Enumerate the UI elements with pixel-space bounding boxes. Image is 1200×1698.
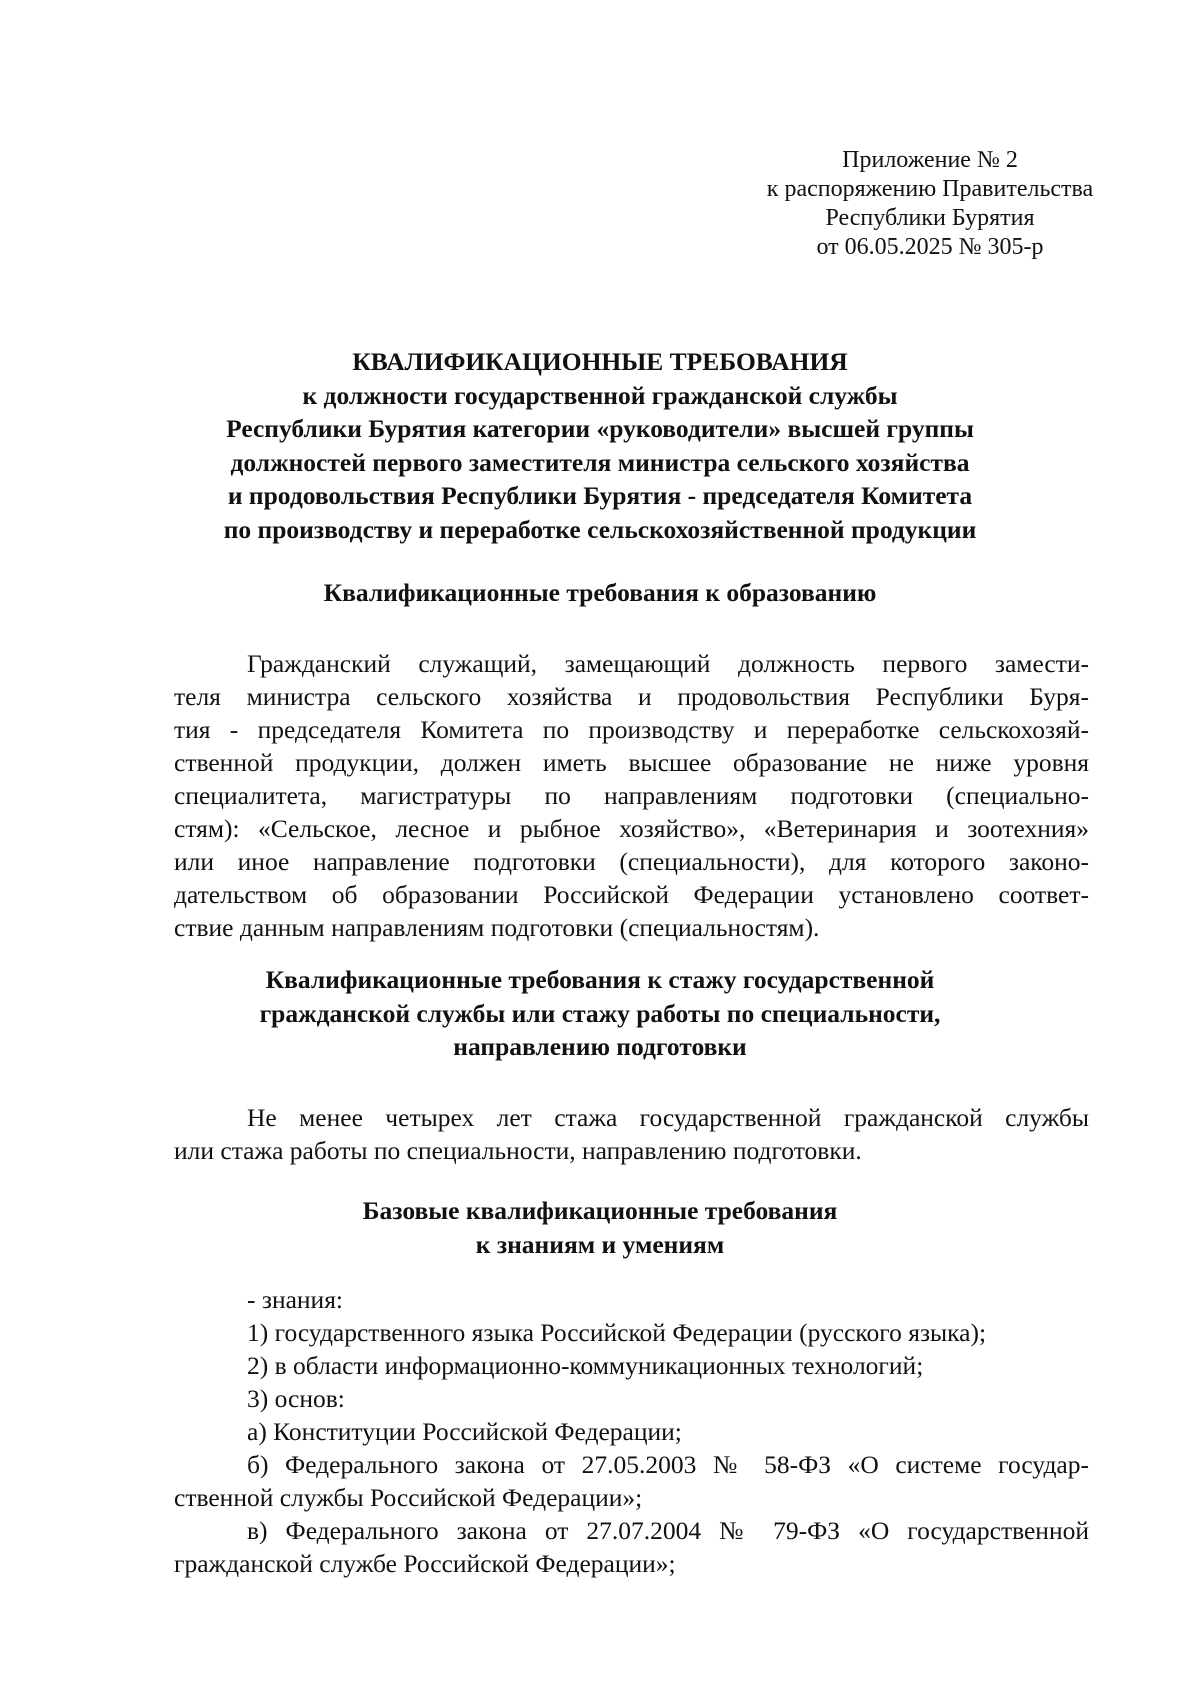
experience-heading-line: гражданской службы или стажу работы по специальности, — [259, 998, 941, 1028]
appendix-line: Приложение № 2 — [842, 147, 1018, 173]
knowledge-heading — [150, 1194, 1050, 1261]
paragraph-line: тия - председателя Комитета по производству и переработке сельскохозяй- — [174, 715, 1089, 744]
appendix-line: от 06.05.2025 № 305-р — [816, 234, 1044, 260]
list-item-continuation: гражданской службе Российской Федерации»; — [174, 1549, 676, 1578]
education-heading — [150, 576, 1050, 610]
paragraph-line: специалитета, магистратуры по направлениям подготовки (специально- — [174, 781, 1089, 810]
list-item: б) Федерального закона от 27.05.2003 № 58-ФЗ «О системе государ- — [247, 1450, 1089, 1479]
paragraph-line: или стажа работы по специальности, направлению подготовки. — [174, 1136, 862, 1165]
paragraph-line: дательством об образовании Российской Федерации установлено соответ- — [174, 880, 1089, 909]
education-paragraph — [174, 647, 1089, 944]
knowledge-list — [174, 1283, 1089, 1580]
title-line: должностей первого заместителя министра сельского хозяйства — [230, 447, 970, 477]
list-item: в) Федерального закона от 27.07.2004 № 79-ФЗ «О государственной — [247, 1516, 1089, 1545]
title-line: и продовольствия Республики Бурятия - председателя Комитета — [227, 481, 973, 510]
list-item: 3) основ: — [247, 1384, 345, 1413]
appendix-line: к распоряжению Правительства — [766, 176, 1094, 202]
list-item: - знания: — [247, 1285, 344, 1314]
title-line: КВАЛИФИКАЦИОННЫЕ ТРЕБОВАНИЯ — [352, 347, 848, 376]
list-item: 1) государственного языка Российской Федерации (русского языка); — [247, 1318, 987, 1347]
paragraph-line: Не менее четырех лет стажа государственной гражданской службы — [247, 1103, 1089, 1132]
list-item: а) Конституции Российской Федерации; — [247, 1417, 682, 1446]
appendix-reference — [730, 146, 1130, 262]
experience-paragraph — [174, 1101, 1089, 1167]
appendix-line: Республики Бурятия — [825, 205, 1035, 231]
education-heading-line: Квалификационные требования к образованию — [323, 578, 877, 607]
knowledge-heading-line: к знаниям и умениям — [475, 1229, 725, 1259]
paragraph-line: или иное направление подготовки (специальности), для которого законо- — [174, 847, 1089, 876]
paragraph-line: стям): «Сельское, лесное и рыбное хозяйство», «Ветеринария и зоотехния» — [174, 814, 1089, 843]
paragraph-line: ственной продукции, должен иметь высшее образование не ниже уровня — [174, 748, 1089, 777]
paragraph-line: теля министра сельского хозяйства и продовольствия Республики Буря- — [174, 682, 1089, 711]
experience-heading-line: направлению подготовки — [453, 1032, 747, 1061]
experience-heading — [150, 963, 1050, 1064]
paragraph-line: ствие данным направлениям подготовки (специальностям). — [174, 913, 820, 942]
list-item: 2) в области информационно-коммуникационных технологий; — [247, 1351, 924, 1380]
paragraph-line: Гражданский служащий, замещающий должность первого замести- — [247, 649, 1089, 678]
document-title — [150, 345, 1050, 546]
experience-heading-line: Квалификационные требования к стажу государственной — [265, 965, 935, 994]
list-item-continuation: ственной службы Российской Федерации»; — [174, 1483, 643, 1512]
title-line: по производству и переработке сельскохозяйственной продукции — [223, 514, 977, 544]
title-line: Республики Бурятия категории «руководители» высшей группы — [226, 414, 974, 443]
knowledge-heading-line: Базовые квалификационные требования — [362, 1196, 838, 1225]
title-line: к должности государственной гражданской службы — [302, 380, 898, 410]
